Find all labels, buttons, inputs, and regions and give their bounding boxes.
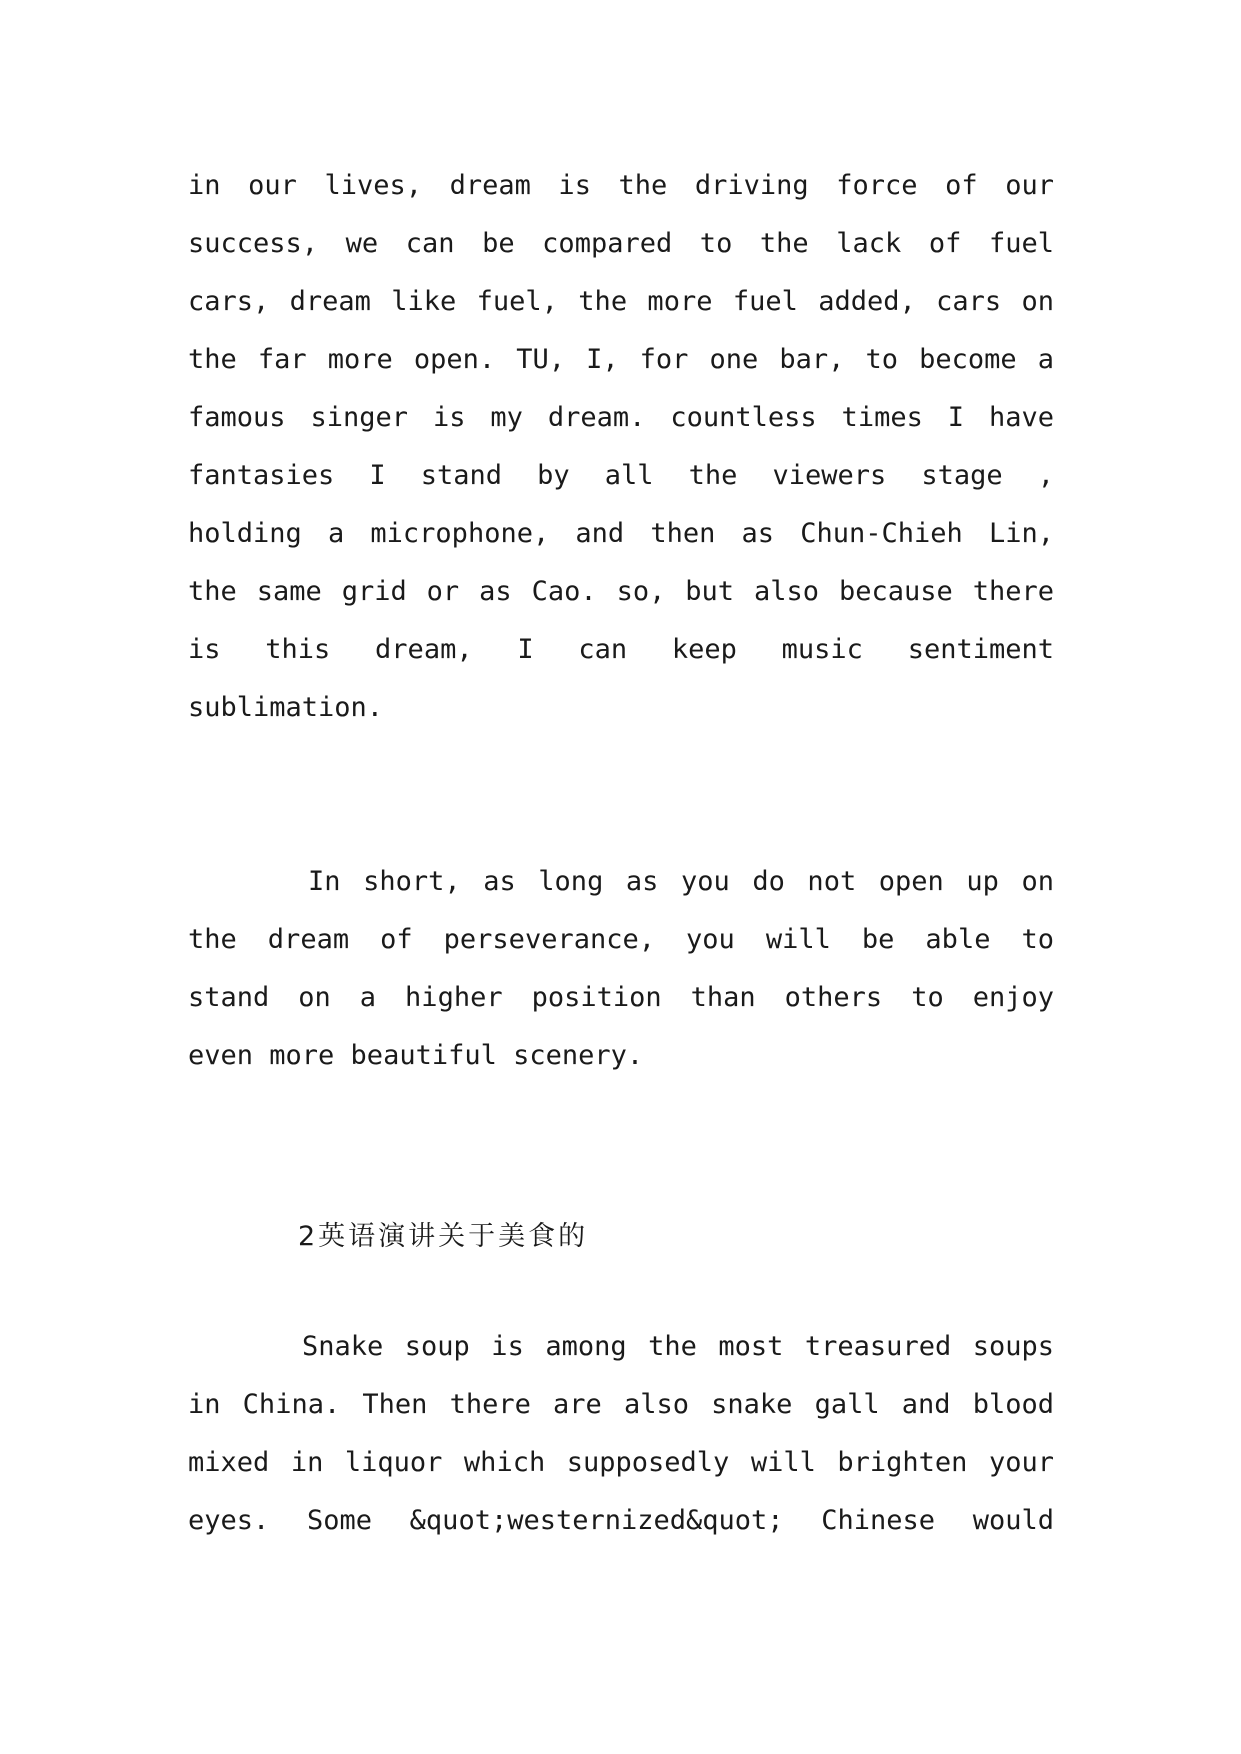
- paragraph-2-line-4: even more beautiful scenery.: [188, 1040, 644, 1071]
- paragraph-1-line-5: famous singer is my dream. countless times I have: [188, 402, 1054, 433]
- paragraph-1-line-3: cars, dream like fuel, the more fuel added, cars on: [188, 286, 1054, 317]
- paragraph-3-line-2: in China. Then there are also snake gall and blood: [188, 1389, 1054, 1420]
- paragraph-2-line-3: stand on a higher position than others to enjoy: [188, 982, 1054, 1013]
- paragraph-1-line-4: the far more open. TU, I, for one bar, to become a: [188, 344, 1054, 375]
- paragraph-3-line-4: eyes. Some &quot;westernized&quot; Chinese would: [188, 1505, 1054, 1536]
- paragraph-2-line-1: In short, as long as you do not open up on: [308, 866, 1054, 897]
- paragraph-1-line-6: fantasies I stand by all the viewers stage ,: [188, 460, 1054, 491]
- paragraph-1-line-2: success, we can be compared to the lack of fuel: [188, 228, 1054, 259]
- paragraph-1-line-10: sublimation.: [188, 692, 384, 723]
- paragraph-1-line-1: in our lives, dream is the driving force of our: [188, 170, 1054, 201]
- section-heading: 2英语演讲关于美食的: [298, 1221, 589, 1252]
- paragraph-3-line-1: Snake soup is among the most treasured soups: [302, 1331, 1054, 1362]
- paragraph-1-line-7: holding a microphone, and then as Chun-Chieh Lin,: [188, 518, 1054, 549]
- paragraph-1-line-8: the same grid or as Cao. so, but also because there: [188, 576, 1054, 607]
- paragraph-2-line-2: the dream of perseverance, you will be able to: [188, 924, 1054, 955]
- paragraph-3-line-3: mixed in liquor which supposedly will brighten your: [188, 1447, 1054, 1478]
- paragraph-1-line-9: is this dream, I can keep music sentiment: [188, 634, 1054, 665]
